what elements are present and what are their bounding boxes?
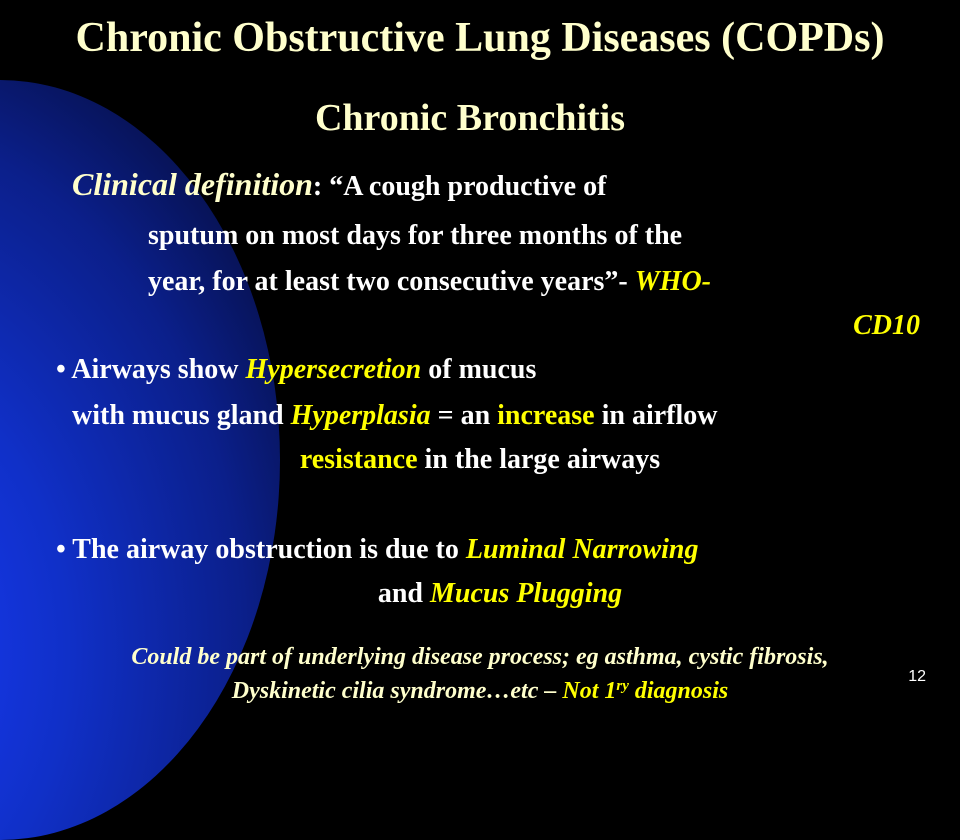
bullet-1-text: in the large airways — [417, 444, 661, 475]
bullet-1-text: = an — [430, 400, 498, 431]
slide-subtitle: Chronic Bronchitis — [314, 97, 626, 139]
definition-line-3 — [148, 266, 711, 298]
definition-text-1: “A cough productive of — [329, 171, 607, 202]
definition-colon: : — [312, 171, 330, 202]
term-mucus-plugging: Mucus Plugging — [429, 578, 623, 609]
bullet-1-text: with mucus gland — [72, 400, 291, 431]
note-superscript: ry — [616, 678, 629, 694]
definition-line-2: sputum on most days for three months of the — [148, 220, 683, 251]
bullet-1-line-3 — [0, 444, 960, 476]
bullet-marker: • — [56, 354, 72, 385]
note-line-1: Could be part of underlying disease process; eg asthma, cystic fibrosis, — [131, 644, 829, 670]
term-hyperplasia: Hyperplasia — [290, 400, 431, 431]
term-increase: increase — [497, 400, 595, 431]
slide-title: Chronic Obstructive Lung Diseases (COPDs) — [75, 15, 885, 61]
note-not-primary: Not 1 — [562, 678, 617, 704]
definition-line-1 — [72, 166, 606, 203]
note-text: Dyskinetic cilia syndrome…etc – — [231, 678, 563, 704]
definition-term: Clinical definition — [72, 166, 313, 202]
term-hypersecretion: Hypersecretion — [245, 354, 422, 385]
note-diagnosis: diagnosis — [628, 678, 729, 704]
definition-text-3: year, for at least two consecutive years”- — [148, 266, 635, 297]
note-line-2 — [0, 678, 960, 705]
bullet-2-line-2 — [0, 578, 960, 610]
definition-source-b: CD10 — [853, 310, 920, 341]
bullet-1-line-1 — [56, 354, 536, 386]
term-resistance: resistance — [299, 444, 418, 475]
bullet-1-line-2 — [72, 400, 718, 432]
bullet-1-text: Airways show — [71, 354, 246, 385]
bullet-1-text: of mucus — [421, 354, 537, 385]
definition-source-a: WHO- — [634, 266, 711, 297]
term-luminal-narrowing: Luminal Narrowing — [465, 534, 699, 565]
bullet-1-text: in airflow — [594, 400, 718, 431]
bullet-marker: • — [56, 534, 73, 565]
bullet-2-text: The airway obstruction is due to — [72, 534, 466, 565]
page-number: 12 — [908, 668, 926, 685]
bullet-2-line-1 — [56, 534, 699, 566]
bullet-2-text: and — [377, 578, 430, 609]
